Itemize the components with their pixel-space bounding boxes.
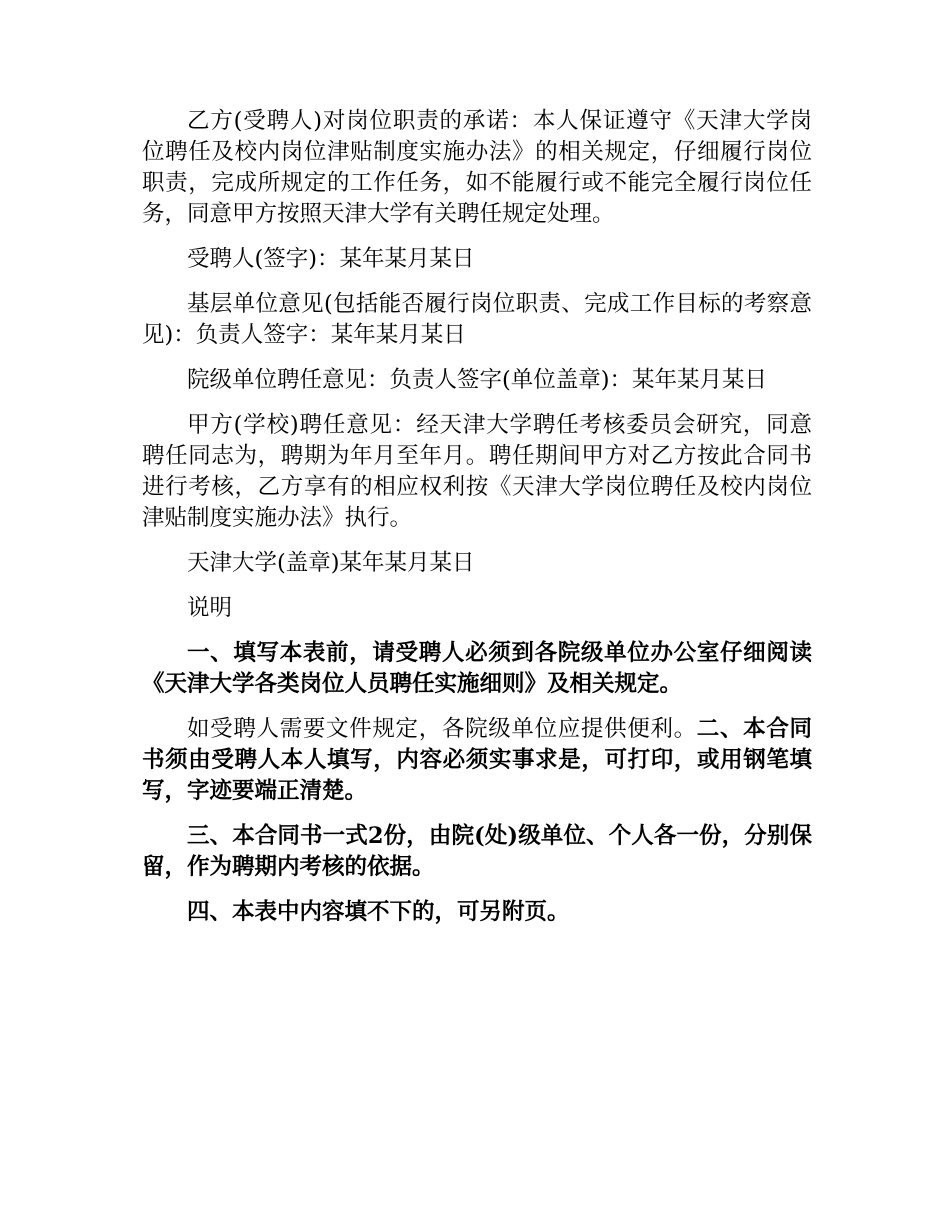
paragraph-unit-opinion: 基层单位意见(包括能否履行岗位职责、完成工作目标的考察意见)：负责人签字：某年某月某日 (142, 291, 812, 348)
paragraph-note-4: 四、本表中内容填不下的，可另附页。 (187, 899, 570, 925)
paragraph-applicant-signature: 受聘人(签字)：某年某月某日 (187, 246, 475, 272)
paragraph-note-3: 三、本合同书一式2份，由院(处)级单位、个人各一份，分别保留，作为聘期内考核的依据。 (142, 823, 812, 880)
paragraph-applicant-pledge: 乙方(受聘人)对岗位职责的承诺：本人保证遵守《天津大学岗位聘任及校内岗位津贴制度实施办法》的相关规定，仔细履行岗位职责，完成所规定的工作任务，如不能履行或不能完全履行岗位任务，同意甲方按照天津大学有关聘任规定处理。 (142, 108, 812, 227)
note-2-bold: 二、本合同书须由受聘人本人填写，内容必须实事求是，可打印，或用钢笔填写，字迹要端正清楚。 (142, 716, 812, 804)
document-page (142, 106, 812, 942)
note-2-intro: 如受聘人需要文件规定，各院级单位应提供便利。 (187, 716, 697, 742)
paragraph-school-seal: 天津大学(盖章)某年某月某日 (187, 550, 475, 576)
paragraph-note-2 (142, 714, 812, 807)
paragraph-notes-heading: 说明 (187, 595, 233, 621)
paragraph-note-1: 一、填写本表前，请受聘人必须到各院级单位办公室仔细阅读《天津大学各类岗位人员聘任实施细则》及相关规定。 (142, 640, 812, 697)
paragraph-college-opinion: 院级单位聘任意见：负责人签字(单位盖章)：某年某月某日 (187, 367, 768, 393)
paragraph-school-opinion: 甲方(学校)聘任意见：经天津大学聘任考核委员会研究，同意聘任同志为，聘期为年月至年月。聘任期间甲方对乙方按此合同书进行考核，乙方享有的相应权利按《天津大学岗位聘任及校内岗位津贴制度实施办法》执行。 (142, 412, 812, 531)
